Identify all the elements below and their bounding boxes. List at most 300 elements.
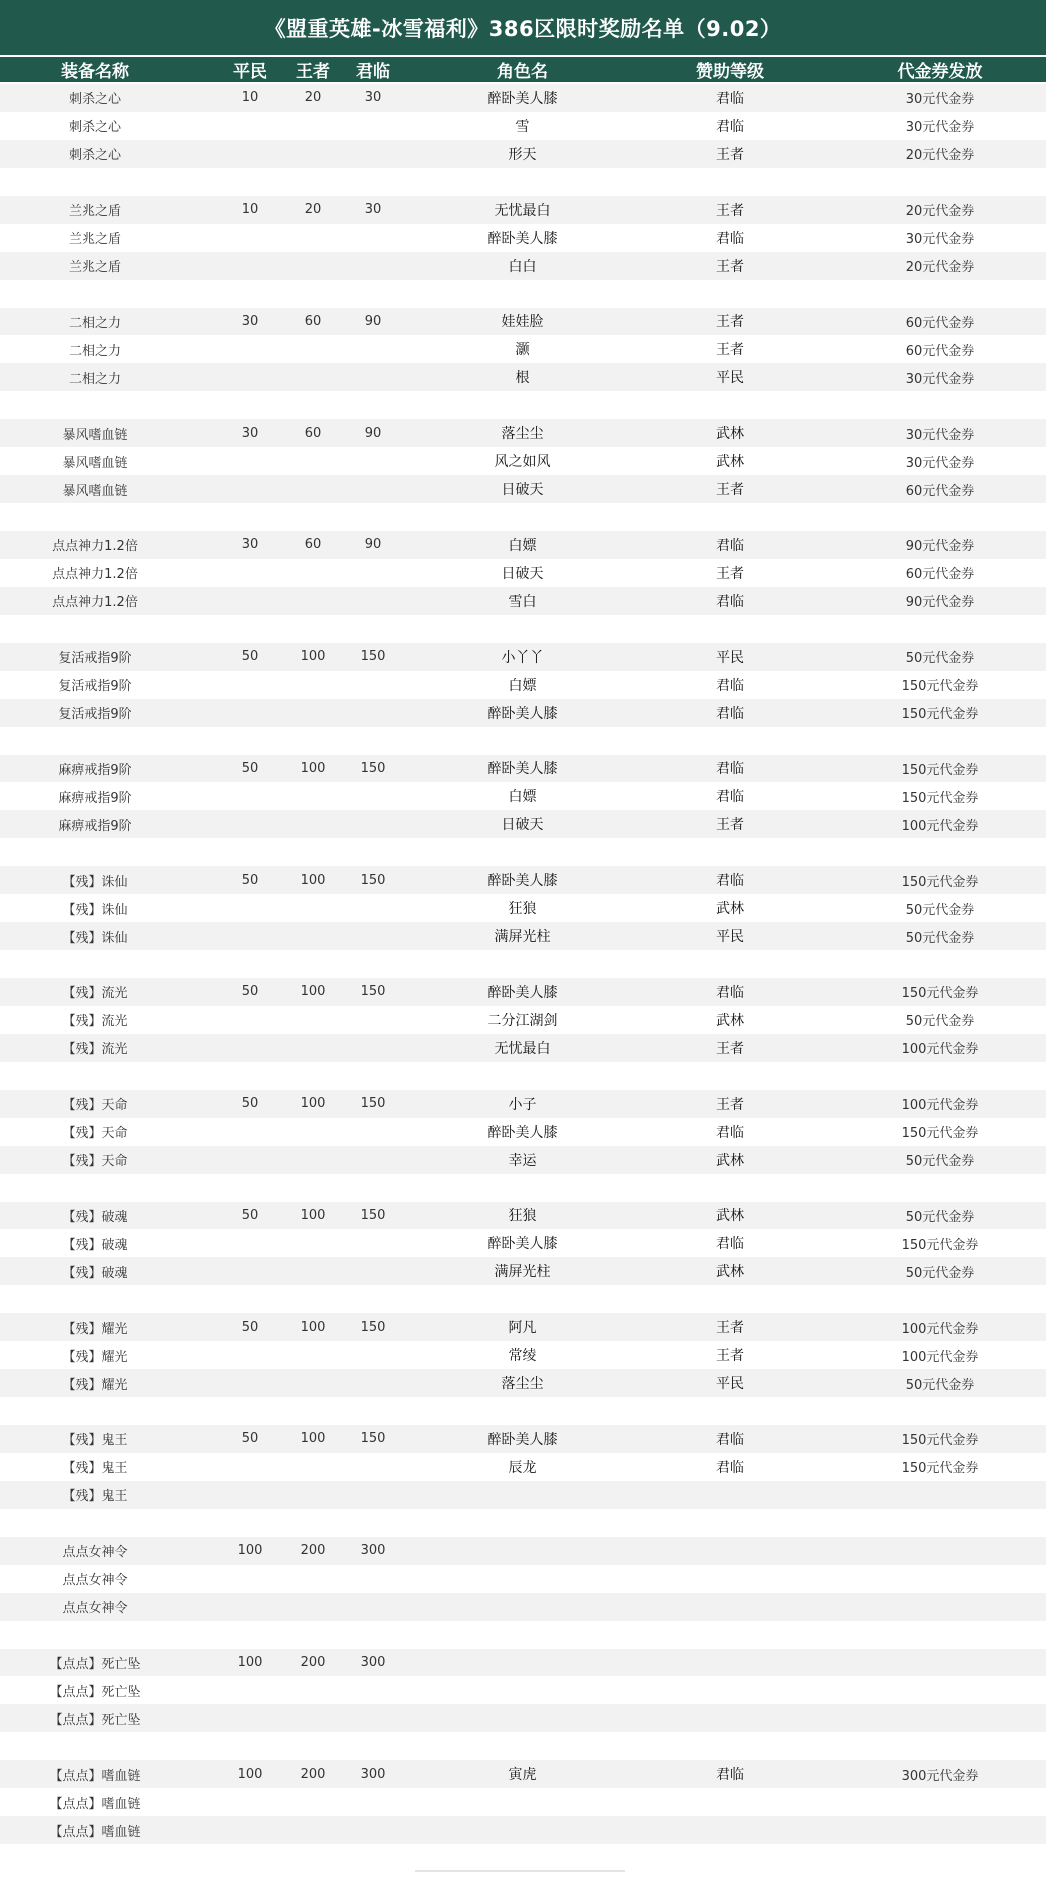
sponsor-level-cell [640, 1788, 820, 1816]
sovereign-cell [333, 1285, 413, 1313]
sponsor-level-cell [640, 1174, 820, 1202]
king-cell: 60 [304, 425, 322, 441]
equipment-cell: 兰兆之盾 [68, 260, 121, 276]
equipment-cell: 兰兆之盾 [68, 232, 121, 248]
sovereign-cell: 150 [360, 1431, 386, 1447]
sovereign-cell [333, 1174, 413, 1202]
voucher-cell: 100元代金券 [901, 1321, 979, 1337]
sovereign-cell [333, 1341, 413, 1369]
sponsor-level-cell [640, 838, 820, 866]
commoner-cell: 100 [237, 1654, 263, 1670]
equipment-cell [0, 280, 190, 308]
equipment-cell: 【点点】嗜血链 [49, 1824, 141, 1840]
commoner-cell: 50 [241, 984, 259, 1000]
sovereign-cell [333, 475, 413, 503]
table-row [0, 1565, 1046, 1593]
table-row [0, 1397, 1046, 1425]
sponsor-level-cell: 武林 [716, 1264, 744, 1281]
character-cell: 醉卧美人膝 [487, 984, 558, 1001]
sponsor-level-cell: 王者 [716, 1348, 744, 1365]
character-cell: 幸运 [508, 1152, 537, 1169]
sponsor-level-cell [640, 1285, 820, 1313]
character-cell [420, 1509, 625, 1537]
table-row [0, 84, 1046, 112]
table-row [0, 1369, 1046, 1397]
table-row [0, 1481, 1046, 1509]
sovereign-cell [333, 447, 413, 475]
voucher-cell [840, 1676, 1040, 1704]
voucher-cell [840, 1509, 1040, 1537]
equipment-cell: 刺杀之心 [68, 148, 121, 164]
sovereign-cell [333, 782, 413, 810]
sovereign-cell [333, 168, 413, 196]
table-row [0, 1732, 1046, 1760]
character-cell [420, 1537, 625, 1565]
table-row [0, 531, 1046, 559]
sponsor-level-cell [640, 1537, 820, 1565]
sponsor-level-cell: 平民 [716, 370, 744, 387]
equipment-cell: 【残】诛仙 [62, 874, 128, 890]
table-row [0, 252, 1046, 280]
sovereign-cell [333, 1621, 413, 1649]
table-row [0, 643, 1046, 671]
character-cell [420, 1621, 625, 1649]
header-king: 王者 [296, 62, 330, 82]
sovereign-cell [333, 363, 413, 391]
sovereign-cell [333, 838, 413, 866]
sponsor-level-cell [640, 950, 820, 978]
sovereign-cell [333, 1481, 413, 1509]
equipment-cell: 【残】鬼王 [62, 1461, 128, 1477]
sovereign-cell: 150 [360, 649, 386, 665]
sovereign-cell [333, 391, 413, 419]
sovereign-cell [333, 1509, 413, 1537]
character-cell [420, 615, 625, 643]
sovereign-cell [333, 1593, 413, 1621]
sovereign-cell [333, 1397, 413, 1425]
header-sponsor-level: 赞助等级 [696, 62, 764, 82]
sovereign-cell [333, 335, 413, 363]
table-row [0, 1509, 1046, 1537]
king-cell: 200 [300, 1654, 326, 1670]
character-cell: 醉卧美人膝 [487, 1124, 558, 1141]
character-cell [420, 1481, 625, 1509]
equipment-cell [0, 1509, 190, 1537]
character-cell [420, 950, 625, 978]
table-row [0, 727, 1046, 755]
character-cell: 辰龙 [508, 1459, 537, 1476]
voucher-cell [840, 838, 1040, 866]
table-row [0, 1704, 1046, 1732]
table-row [0, 922, 1046, 950]
table-row [0, 950, 1046, 978]
sponsor-level-cell: 王者 [716, 1320, 744, 1337]
commoner-cell: 50 [241, 760, 259, 776]
sovereign-cell [333, 280, 413, 308]
table-row [0, 1537, 1046, 1565]
character-cell: 阿凡 [508, 1320, 537, 1337]
voucher-cell: 150元代金券 [901, 874, 979, 890]
sponsor-level-cell [640, 1397, 820, 1425]
sponsor-level-cell: 王者 [716, 258, 744, 275]
equipment-cell [0, 1062, 190, 1090]
equipment-cell: 【残】破魂 [62, 1265, 128, 1281]
table-row [0, 1676, 1046, 1704]
character-cell: 娃娃脸 [501, 314, 544, 331]
character-cell: 常绫 [508, 1348, 537, 1365]
equipment-cell [0, 1285, 190, 1313]
voucher-cell: 300元代金券 [901, 1768, 979, 1784]
sovereign-cell [333, 503, 413, 531]
sponsor-level-cell [640, 1621, 820, 1649]
voucher-cell: 30元代金券 [905, 371, 975, 387]
sponsor-level-cell [640, 503, 820, 531]
voucher-cell [840, 1621, 1040, 1649]
commoner-cell: 50 [241, 1207, 259, 1223]
equipment-cell: 二相之力 [68, 371, 121, 387]
table-row [0, 1649, 1046, 1677]
character-cell: 根 [515, 370, 530, 387]
character-cell: 狂狼 [508, 1208, 537, 1225]
character-cell [420, 391, 625, 419]
character-cell [420, 1704, 625, 1732]
table-row [0, 280, 1046, 308]
commoner-cell: 100 [237, 1543, 263, 1559]
equipment-cell: 点点女神令 [62, 1601, 128, 1617]
sponsor-level-cell: 王者 [716, 1040, 744, 1057]
table-row [0, 587, 1046, 615]
voucher-cell [840, 1397, 1040, 1425]
commoner-cell: 30 [241, 537, 259, 553]
king-cell: 100 [300, 984, 326, 1000]
voucher-cell: 60元代金券 [905, 343, 975, 359]
header-row [0, 57, 1046, 82]
header-equipment: 装备名称 [61, 62, 129, 82]
table-row [0, 699, 1046, 727]
equipment-cell [0, 1732, 190, 1760]
king-cell: 200 [300, 1766, 326, 1782]
table-row [0, 1593, 1046, 1621]
character-cell [420, 168, 625, 196]
king-cell: 100 [300, 1096, 326, 1112]
sponsor-level-cell [640, 168, 820, 196]
king-cell: 100 [300, 649, 326, 665]
character-cell: 狂狼 [508, 901, 537, 918]
equipment-cell: 【点点】死亡坠 [49, 1656, 141, 1672]
table-row [0, 978, 1046, 1006]
table-row [0, 810, 1046, 838]
sponsor-level-cell [640, 1649, 820, 1677]
sovereign-cell [333, 922, 413, 950]
character-cell: 灏 [515, 342, 530, 359]
king-cell: 20 [304, 202, 322, 218]
character-cell [420, 1788, 625, 1816]
voucher-cell: 150元代金券 [901, 1237, 979, 1253]
equipment-cell: 【残】天命 [62, 1098, 128, 1114]
character-cell: 落尘尘 [501, 426, 544, 443]
equipment-cell: 兰兆之盾 [68, 204, 121, 220]
voucher-cell: 100元代金券 [901, 1042, 979, 1058]
king-cell: 200 [300, 1543, 326, 1559]
character-cell [420, 1649, 625, 1677]
character-cell [420, 1593, 625, 1621]
table-row [0, 391, 1046, 419]
voucher-cell [840, 391, 1040, 419]
sovereign-cell: 90 [364, 313, 382, 329]
voucher-cell: 150元代金券 [901, 1433, 979, 1449]
sovereign-cell: 30 [364, 90, 382, 106]
equipment-cell: 二相之力 [68, 343, 121, 359]
equipment-cell: 麻痹戒指9阶 [58, 790, 132, 806]
equipment-cell: 【残】破魂 [62, 1237, 128, 1253]
voucher-cell [840, 1174, 1040, 1202]
sponsor-level-cell: 君临 [716, 761, 744, 778]
sponsor-level-cell: 君临 [716, 1236, 744, 1253]
character-cell: 寅虎 [508, 1767, 537, 1784]
table-row [0, 1006, 1046, 1034]
voucher-cell: 30元代金券 [905, 427, 975, 443]
sovereign-cell [333, 1118, 413, 1146]
sponsor-level-cell: 君临 [716, 705, 744, 722]
character-cell: 白嫖 [508, 677, 537, 694]
character-cell: 形天 [508, 146, 537, 163]
voucher-cell: 20元代金券 [905, 204, 975, 220]
voucher-cell [840, 1481, 1040, 1509]
table-row [0, 140, 1046, 168]
table-row [0, 1062, 1046, 1090]
table-row [0, 224, 1046, 252]
voucher-cell: 150元代金券 [901, 790, 979, 806]
sovereign-cell: 90 [364, 537, 382, 553]
voucher-cell [840, 1704, 1040, 1732]
voucher-cell [840, 1649, 1040, 1677]
table-row [0, 1760, 1046, 1788]
sovereign-cell [333, 1369, 413, 1397]
voucher-cell: 60元代金券 [905, 567, 975, 583]
equipment-cell: 暴风嗜血链 [62, 427, 128, 443]
voucher-cell: 30元代金券 [905, 120, 975, 136]
table-row [0, 112, 1046, 140]
table-row [0, 168, 1046, 196]
voucher-cell: 50元代金券 [905, 902, 975, 918]
character-cell: 白嫖 [508, 789, 537, 806]
sponsor-level-cell: 君临 [716, 1124, 744, 1141]
equipment-cell: 【残】耀光 [62, 1321, 128, 1337]
voucher-cell: 60元代金券 [905, 315, 975, 331]
sovereign-cell [333, 1816, 413, 1844]
character-cell: 白嫖 [508, 537, 537, 554]
sovereign-cell [333, 587, 413, 615]
header-commoner: 平民 [233, 62, 267, 82]
sovereign-cell [333, 1062, 413, 1090]
equipment-cell [0, 838, 190, 866]
voucher-cell: 100元代金券 [901, 818, 979, 834]
voucher-cell [840, 1788, 1040, 1816]
equipment-cell: 暴风嗜血链 [62, 483, 128, 499]
sovereign-cell [333, 112, 413, 140]
equipment-cell: 【点点】嗜血链 [49, 1796, 141, 1812]
table-row [0, 671, 1046, 699]
sponsor-level-cell [640, 1509, 820, 1537]
header-voucher: 代金券发放 [897, 62, 983, 82]
sovereign-cell: 150 [360, 984, 386, 1000]
voucher-cell: 30元代金券 [905, 455, 975, 471]
voucher-cell: 60元代金券 [905, 483, 975, 499]
equipment-cell: 【点点】死亡坠 [49, 1684, 141, 1700]
table-row [0, 503, 1046, 531]
table-row [0, 363, 1046, 391]
sovereign-cell [333, 1676, 413, 1704]
king-cell: 20 [304, 90, 322, 106]
equipment-cell: 复活戒指9阶 [58, 679, 132, 695]
commoner-cell: 50 [241, 1431, 259, 1447]
voucher-cell [840, 1285, 1040, 1313]
voucher-cell [840, 168, 1040, 196]
sponsor-level-cell: 平民 [716, 649, 744, 666]
character-cell: 醉卧美人膝 [487, 230, 558, 247]
sponsor-level-cell: 君临 [716, 90, 744, 107]
voucher-cell: 150元代金券 [901, 986, 979, 1002]
equipment-cell [0, 1621, 190, 1649]
sponsor-level-cell [640, 1676, 820, 1704]
equipment-cell [0, 950, 190, 978]
table-row [0, 1146, 1046, 1174]
equipment-cell: 【残】流光 [62, 1014, 128, 1030]
character-cell [420, 503, 625, 531]
voucher-cell: 50元代金券 [905, 1154, 975, 1170]
sponsor-level-cell: 武林 [716, 454, 744, 471]
voucher-cell: 90元代金券 [905, 539, 975, 555]
voucher-cell: 150元代金券 [901, 679, 979, 695]
equipment-cell [0, 391, 190, 419]
footer-divider [415, 1870, 625, 1872]
table-row [0, 1285, 1046, 1313]
voucher-cell [840, 1062, 1040, 1090]
character-cell: 满屏光柱 [494, 1264, 551, 1281]
equipment-cell: 复活戒指9阶 [58, 707, 132, 723]
equipment-cell: 【残】诛仙 [62, 930, 128, 946]
sovereign-cell: 150 [360, 1319, 386, 1335]
sovereign-cell: 150 [360, 872, 386, 888]
character-cell [420, 727, 625, 755]
equipment-cell: 【残】破魂 [62, 1209, 128, 1225]
king-cell: 100 [300, 872, 326, 888]
table-row [0, 1621, 1046, 1649]
sponsor-level-cell: 君临 [716, 789, 744, 806]
character-cell [420, 1732, 625, 1760]
sovereign-cell [333, 1732, 413, 1760]
sovereign-cell [333, 1453, 413, 1481]
character-cell: 满屏光柱 [494, 929, 551, 946]
character-cell [420, 1816, 625, 1844]
voucher-cell [840, 615, 1040, 643]
table-row [0, 196, 1046, 224]
character-cell: 落尘尘 [501, 1376, 544, 1393]
character-cell: 日破天 [501, 565, 544, 582]
sovereign-cell [333, 1006, 413, 1034]
sponsor-level-cell: 平民 [716, 1376, 744, 1393]
character-cell: 日破天 [501, 817, 544, 834]
table-row [0, 559, 1046, 587]
sheet-title: 《盟重英雄-冰雪福利》386区限时奖励名单（9.02） [264, 16, 782, 41]
table-row [0, 1453, 1046, 1481]
sponsor-level-cell: 武林 [716, 1152, 744, 1169]
voucher-cell: 30元代金券 [905, 232, 975, 248]
table-row [0, 1034, 1046, 1062]
character-cell [420, 1565, 625, 1593]
sponsor-level-cell [640, 1481, 820, 1509]
sponsor-level-cell: 武林 [716, 901, 744, 918]
voucher-cell: 90元代金券 [905, 595, 975, 611]
equipment-cell: 【残】流光 [62, 1042, 128, 1058]
sovereign-cell [333, 810, 413, 838]
sponsor-level-cell: 平民 [716, 929, 744, 946]
sponsor-level-cell: 君临 [716, 677, 744, 694]
table-row [0, 1313, 1046, 1341]
king-cell: 100 [300, 1431, 326, 1447]
equipment-cell: 麻痹戒指9阶 [58, 762, 132, 778]
commoner-cell: 10 [241, 90, 259, 106]
table-row [0, 755, 1046, 783]
commoner-cell: 50 [241, 649, 259, 665]
table-row [0, 894, 1046, 922]
sponsor-level-cell: 武林 [716, 426, 744, 443]
sovereign-cell [333, 894, 413, 922]
equipment-cell [0, 168, 190, 196]
equipment-cell: 【残】诛仙 [62, 902, 128, 918]
equipment-cell: 点点神力1.2倍 [52, 567, 138, 583]
sovereign-cell: 300 [360, 1654, 386, 1670]
equipment-cell: 复活戒指9阶 [58, 651, 132, 667]
sponsor-level-cell [640, 1704, 820, 1732]
character-cell: 醉卧美人膝 [487, 705, 558, 722]
sponsor-level-cell: 王者 [716, 314, 744, 331]
character-cell: 醉卧美人膝 [487, 761, 558, 778]
table-row [0, 1174, 1046, 1202]
voucher-cell [840, 503, 1040, 531]
equipment-cell: 【点点】嗜血链 [49, 1768, 141, 1784]
sponsor-level-cell: 君临 [716, 984, 744, 1001]
equipment-cell: 【残】天命 [62, 1154, 128, 1170]
sponsor-level-cell: 武林 [716, 1208, 744, 1225]
sovereign-cell: 150 [360, 1096, 386, 1112]
king-cell: 60 [304, 313, 322, 329]
sponsor-level-cell: 武林 [716, 1012, 744, 1029]
equipment-cell [0, 503, 190, 531]
voucher-cell: 50元代金券 [905, 1377, 975, 1393]
equipment-cell [0, 1397, 190, 1425]
table-row [0, 838, 1046, 866]
character-cell: 风之如风 [494, 454, 551, 471]
sponsor-level-cell [640, 615, 820, 643]
sponsor-level-cell [640, 1816, 820, 1844]
voucher-cell [840, 1593, 1040, 1621]
sponsor-level-cell: 君临 [716, 593, 744, 610]
equipment-cell: 点点神力1.2倍 [52, 539, 138, 555]
sovereign-cell [333, 1034, 413, 1062]
sovereign-cell [333, 671, 413, 699]
voucher-cell: 20元代金券 [905, 148, 975, 164]
voucher-cell: 150元代金券 [901, 707, 979, 723]
voucher-cell: 50元代金券 [905, 1209, 975, 1225]
character-cell: 醉卧美人膝 [487, 873, 558, 890]
character-cell [420, 1174, 625, 1202]
equipment-cell: 【残】天命 [62, 1126, 128, 1142]
voucher-cell [840, 280, 1040, 308]
equipment-cell [0, 615, 190, 643]
table-row [0, 1229, 1046, 1257]
sponsor-level-cell: 王者 [716, 817, 744, 834]
